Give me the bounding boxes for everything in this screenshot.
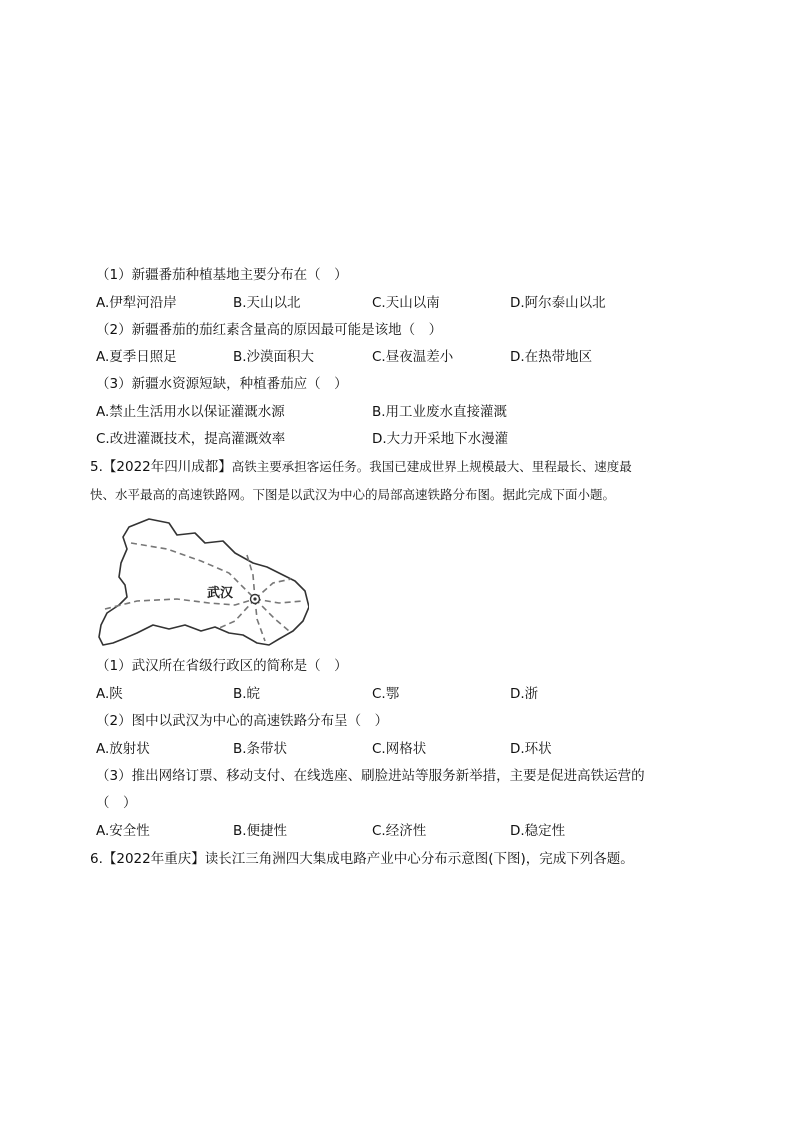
q4-sub1-question: （1）新疆番茄种植基地主要分布在（ ） [96, 267, 348, 283]
q4-sub3-option-a[interactable]: A.禁止生活用水以保证灌溉水源 [96, 404, 285, 420]
q5-stem-line2: 快、水平最高的高速铁路网。下图是以武汉为中心的局部高速铁路分布图。据此完成下面小题。 [90, 487, 616, 502]
q6-stem: 6.【2022年重庆】读长江三角洲四大集成电路产业中心分布示意图(下图)，完成下列各题。 [90, 851, 634, 867]
q4-sub3-option-c[interactable]: C.改进灌溉技术，提高灌溉效率 [96, 431, 286, 447]
q4-sub3-option-b[interactable]: B.用工业废水直接灌溉 [372, 404, 508, 420]
wuhan-label: 武汉 [207, 586, 234, 601]
q4-sub3-option-d[interactable]: D.大力开采地下水漫灌 [372, 431, 509, 447]
wuhan-rail-map [97, 515, 309, 647]
q5-sub2-option-a[interactable]: A.放射状 [96, 741, 150, 757]
q5-number: 5. [90, 459, 103, 475]
q4-sub1-option-c[interactable]: C.天山以南 [372, 295, 440, 311]
q4-sub2-option-d[interactable]: D.在热带地区 [510, 349, 593, 365]
q4-sub1-option-a[interactable]: A.伊犁河沿岸 [96, 295, 177, 311]
q5-sub3-option-b[interactable]: B.便捷性 [233, 823, 288, 839]
q4-sub2-option-a[interactable]: A.夏季日照足 [96, 349, 177, 365]
q4-sub3-question: （3）新疆水资源短缺，种植番茄应（ ） [96, 376, 348, 392]
q5-sub2-option-d[interactable]: D.环状 [510, 741, 552, 757]
q5-sub2-option-b[interactable]: B.条带状 [233, 741, 288, 757]
q4-sub2-question: （2）新疆番茄的茄红素含量高的原因最可能是该地（ ） [96, 322, 443, 338]
wuhan-marker-dot [253, 597, 256, 600]
q5-sub1-option-d[interactable]: D.浙 [510, 686, 539, 702]
q5-sub3-question: （3）推出网络订票、移动支付、在线选座、刷脸进站等服务新举措，主要是促进高铁运营的 [96, 768, 645, 784]
q5-sub2-question: （2）图中以武汉为中心的高速铁路分布呈（ ） [96, 713, 389, 729]
q4-sub2-option-c[interactable]: C.昼夜温差小 [372, 349, 454, 365]
q4-sub2-option-b[interactable]: B.沙漠面积大 [233, 349, 315, 365]
q5-stem-text: 高铁主要承担客运任务。我国已建成世界上规模最大、里程最长、速度最 [231, 459, 632, 474]
q5-sub3-option-d[interactable]: D.稳定性 [510, 823, 566, 839]
q5-stem-line1 [90, 458, 632, 476]
q4-sub1-option-d[interactable]: D.阿尔泰山以北 [510, 295, 606, 311]
q5-sub1-option-b[interactable]: B.皖 [233, 686, 261, 702]
q5-sub3-option-c[interactable]: C.经济性 [372, 823, 427, 839]
q5-sub1-option-a[interactable]: A.陕 [96, 686, 123, 702]
q5-source: 【2022年四川成都】 [102, 459, 232, 475]
q5-sub2-option-c[interactable]: C.网格状 [372, 741, 427, 757]
q5-sub1-option-c[interactable]: C.鄂 [372, 686, 400, 702]
q4-sub1-option-b[interactable]: B.天山以北 [233, 295, 301, 311]
q5-sub3-option-a[interactable]: A.安全性 [96, 823, 150, 839]
q5-sub1-question: （1）武汉所在省级行政区的简称是（ ） [96, 658, 348, 674]
q5-sub3-question-cont: （ ） [96, 795, 137, 811]
province-outline [99, 519, 309, 645]
